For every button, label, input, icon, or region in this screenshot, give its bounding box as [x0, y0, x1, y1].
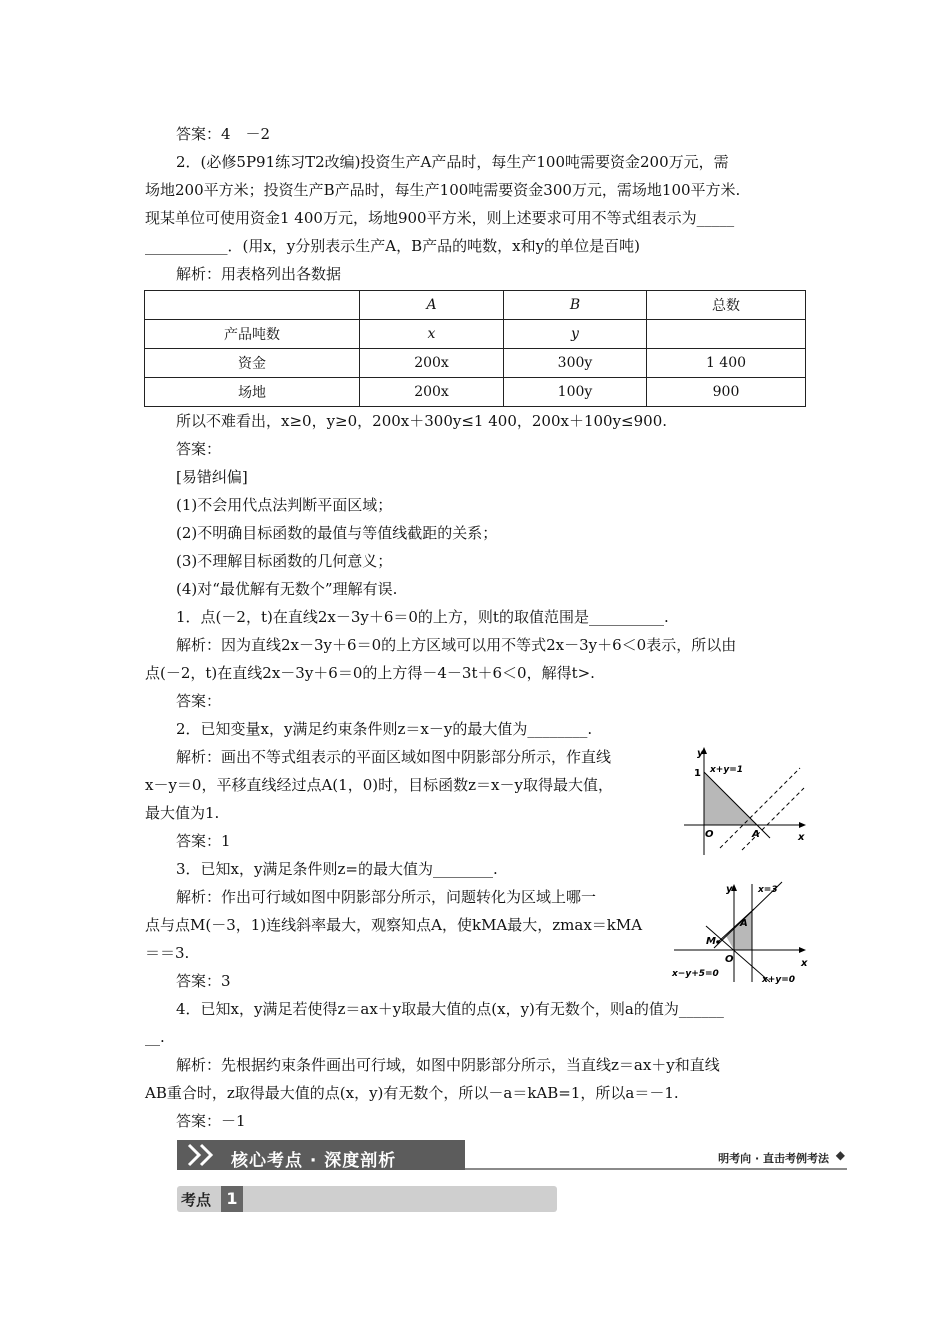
table-cell: x — [360, 320, 504, 349]
section-number: 1 — [221, 1186, 243, 1212]
point-m-label: M — [706, 936, 716, 947]
x-label: x — [798, 832, 805, 843]
analysis-text: ＝＝3. — [145, 944, 190, 962]
line-label: x+y=1 — [710, 765, 744, 775]
answer-line: 答案：－1 — [176, 1112, 246, 1130]
answer-line: 答案：4 －2 — [176, 125, 271, 143]
analysis-text: 点与点M(－3，1)连线斜率最大，观察知点A，使kMA最大，zmax＝kMA — [145, 916, 643, 934]
line-label: x+y=0 — [762, 975, 796, 985]
analysis-text: 解析：作出可行域如图中阴影部分所示，问题转化为区域上哪一 — [176, 888, 597, 906]
question-text: __. — [145, 1028, 165, 1046]
question-text: 3．已知x，y满足条件则z=的最大值为________. — [176, 860, 498, 878]
origin-label: O — [705, 829, 714, 840]
origin-label: O — [725, 954, 734, 965]
table-row — [145, 378, 806, 407]
analysis-text: x－y＝0，平移直线经过点A(1，0)时，目标函数z＝x－y取得最大值， — [145, 776, 613, 794]
question-text: 2．已知变量x，y满足约束条件则z＝x－y的最大值为________. — [176, 720, 593, 738]
banner-rule — [465, 1168, 847, 1170]
list-item: (2)不明确目标函数的最值与等值线截距的关系； — [176, 524, 498, 542]
table-cell: 100y — [504, 378, 647, 407]
x-arrow-icon — [799, 822, 806, 828]
banner-bar — [177, 1140, 465, 1170]
line-label: x−y+5=0 — [672, 969, 719, 979]
point-m — [716, 940, 720, 944]
answer-line: 答案： — [176, 440, 222, 458]
section-header — [177, 1186, 557, 1212]
list-item: (4)对“最优解有无数个”理解有误. — [176, 580, 398, 598]
question-text: ___________．(用x，y分别表示生产A，B产品的吨数，x和y的单位是百吨) — [145, 237, 640, 255]
list-item: (3)不理解目标函数的几何意义； — [176, 552, 393, 570]
table-cell: 300y — [504, 349, 647, 378]
x-arrow-icon — [799, 947, 806, 953]
feasible-region-figure-2 — [670, 878, 815, 988]
table-row — [145, 320, 806, 349]
analysis-text: 解析：先根据约束条件画出可行域，如图中阴影部分所示，当直线z＝ax＋y和直线 — [176, 1056, 720, 1074]
answer-line: 答案： — [176, 692, 222, 710]
section-label: 考点 — [181, 1191, 212, 1209]
y-label: y — [697, 748, 704, 759]
table-cell — [145, 291, 360, 320]
analysis-text: 解析：画出不等式组表示的平面区域如图中阴影部分所示，作直线 — [176, 748, 612, 766]
table-cell: 1 400 — [647, 349, 806, 378]
section-heading: [易错纠偏] — [176, 468, 248, 486]
vline-label: x=3 — [758, 885, 778, 895]
table-row — [145, 349, 806, 378]
question-text: 4．已知x，y满足若使得z＝ax＋y取最大值的点(x，y)有无数个，则a的值为______ — [176, 1000, 724, 1018]
table-cell: 200x — [360, 349, 504, 378]
analysis-text: 点(－2，t)在直线2x－3y＋6＝0的上方得－4－3t＋6＜0，解得t>. — [145, 664, 595, 682]
analysis-text: 所以不难看出，x≥0，y≥0，200x＋300y≤1 400，200x＋100y≤900. — [176, 412, 668, 430]
section-banner — [177, 1138, 847, 1172]
diamond-icon: ◆ — [835, 1148, 845, 1162]
table-cell: 场地 — [145, 378, 360, 407]
question-text: 场地200平方米；投资生产B产品时，每生产100吨需要资金300万元，需场地100平方米. — [145, 181, 741, 199]
analysis-text: 最大值为1. — [145, 804, 220, 822]
double-chevron-icon — [185, 1142, 225, 1168]
answer-line: 答案：1 — [176, 832, 231, 850]
analysis-text: 解析：用表格列出各数据 — [176, 265, 342, 283]
table-cell: A — [360, 291, 504, 320]
question-text: 2．(必修5P91练习T2改编)投资生产A产品时，每生产100吨需要资金200万元，需 — [176, 153, 729, 171]
tick-label: 1 — [694, 768, 701, 779]
table-cell: y — [504, 320, 647, 349]
question-text: 现某单位可使用资金1 400万元，场地900平方米，则上述要求可用不等式组表示为_____ — [145, 209, 735, 227]
table-cell: 200x — [360, 378, 504, 407]
data-table — [144, 290, 806, 407]
y-label: y — [726, 884, 733, 895]
table-cell: 产品吨数 — [145, 320, 360, 349]
point-a-label: A — [752, 829, 760, 840]
table-cell: 资金 — [145, 349, 360, 378]
analysis-text: 解析：因为直线2x－3y＋6＝0的上方区域可以用不等式2x－3y＋6＜0表示，所以由 — [176, 636, 737, 654]
table-cell: 900 — [647, 378, 806, 407]
table-cell: 总数 — [647, 291, 806, 320]
banner-subtitle: 明考向 · 直击考例考法 — [718, 1152, 829, 1165]
answer-line: 答案：3 — [176, 972, 231, 990]
table-cell: B — [504, 291, 647, 320]
analysis-text: AB重合时，z取得最大值的点(x，y)有无数个，所以－a＝kAB=1，所以a＝－1. — [145, 1084, 679, 1102]
table-header-row — [145, 291, 806, 320]
table-cell — [647, 320, 806, 349]
x-label: x — [801, 958, 808, 969]
list-item: (1)不会用代点法判断平面区域； — [176, 496, 393, 514]
feasible-region-figure-1 — [680, 742, 810, 860]
banner-title: 核心考点 · 深度剖析 — [231, 1151, 397, 1171]
point-a-label: A — [740, 918, 748, 929]
question-text: 1．点(－2，t)在直线2x－3y＋6＝0的上方，则t的取值范围是__________. — [176, 608, 669, 626]
